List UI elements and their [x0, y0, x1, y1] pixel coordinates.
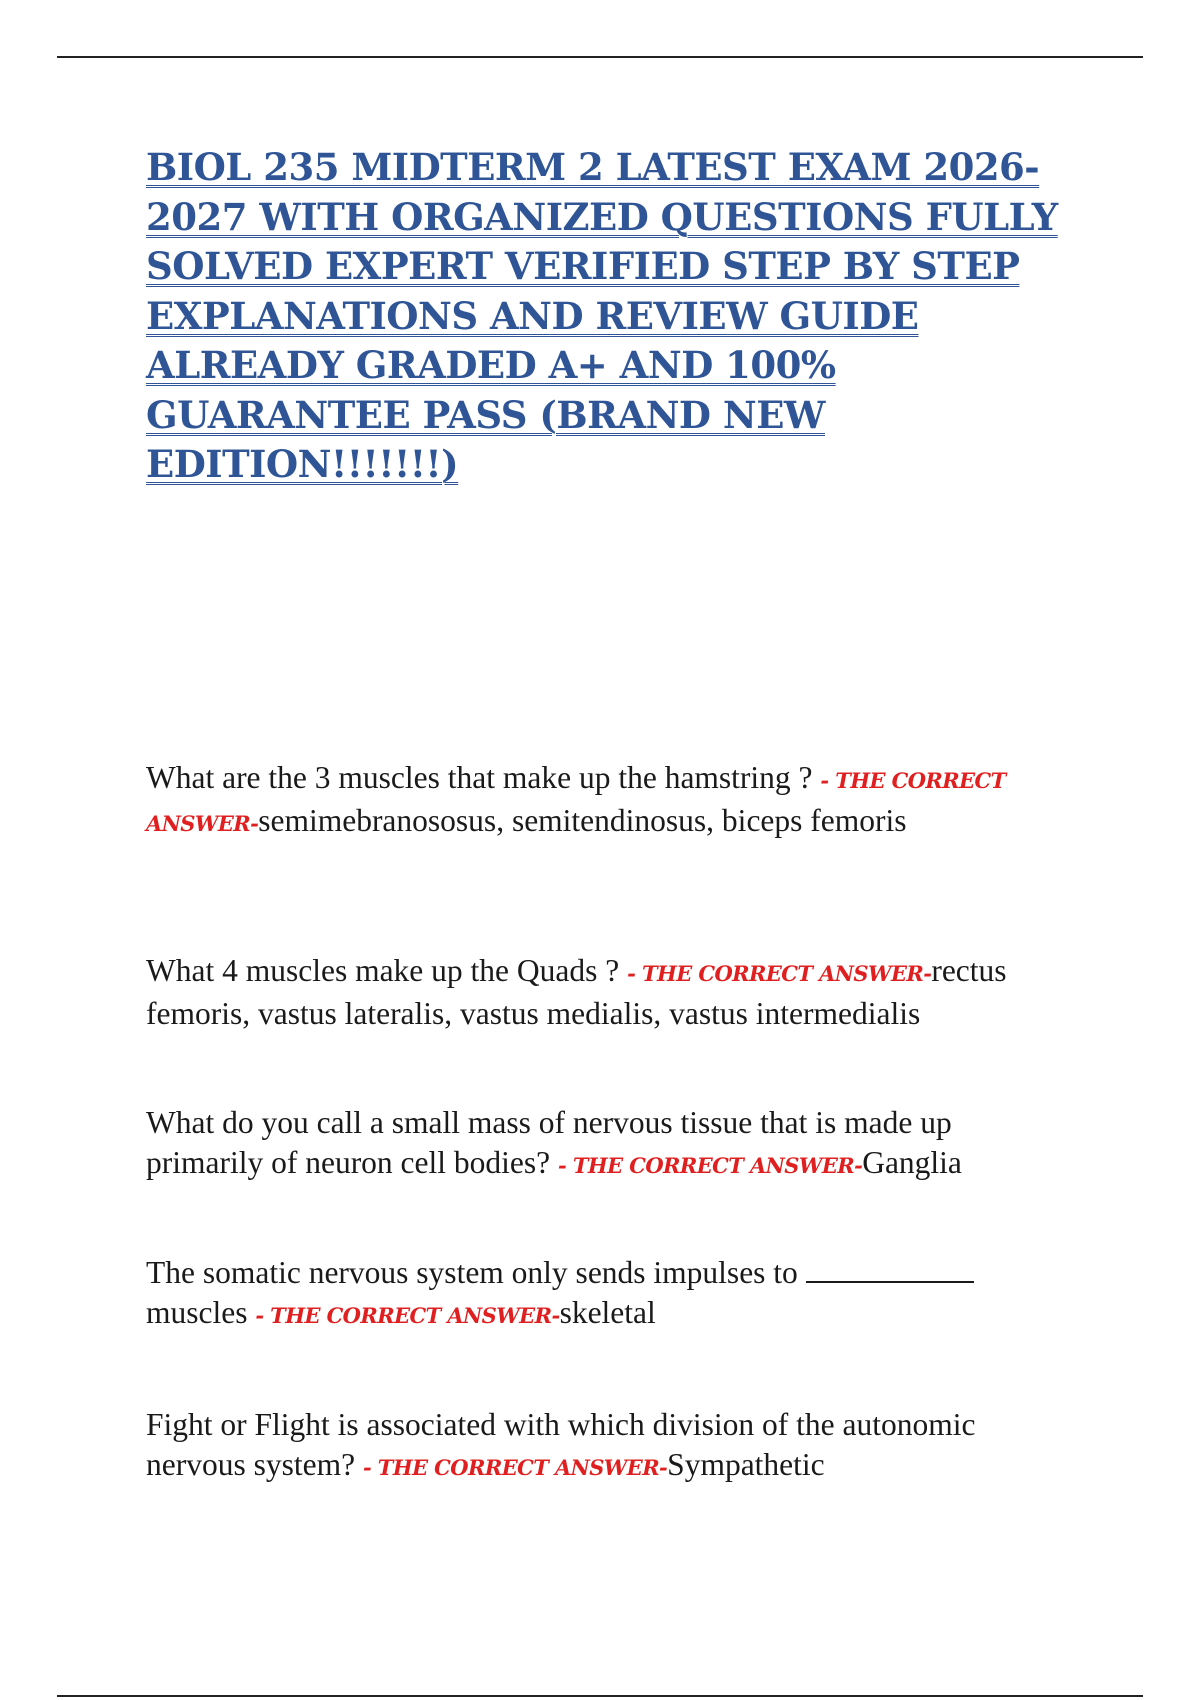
- question-text: What do you call a small mass of nervous tissue that is made up primarily of neuron cell bodies?: [146, 1105, 952, 1180]
- answer-text: rectus femoris, vastus lateralis, vastus medialis, vastus intermedialis: [146, 953, 1007, 1031]
- qa-item-4: [146, 1253, 1076, 1336]
- correct-answer-marker: - THE CORRECT ANSWER-: [627, 961, 932, 986]
- correct-answer-marker: - THE CORRECT ANSWER-: [558, 1153, 863, 1178]
- question-text: What 4 muscles make up the Quads ?: [146, 953, 628, 988]
- question-text: The somatic nervous system only sends impulses to: [146, 1255, 806, 1290]
- top-rule: [57, 56, 1143, 58]
- qa-item-2: [146, 951, 1076, 1034]
- fill-in-blank: [806, 1280, 974, 1283]
- bottom-rule: [57, 1695, 1143, 1697]
- answer-text: skeletal: [559, 1295, 656, 1330]
- correct-answer-marker: - THE CORRECT ANSWER-: [146, 768, 1006, 836]
- correct-answer-marker: - THE CORRECT ANSWER-: [255, 1303, 560, 1328]
- answer-text: Sympathetic: [667, 1447, 825, 1482]
- correct-answer-marker: - THE CORRECT ANSWER-: [362, 1455, 668, 1480]
- answer-text: Ganglia: [862, 1145, 962, 1180]
- document-title: BIOL 235 MIDTERM 2 LATEST EXAM 2026-2027 WITH ORGANIZED QUESTIONS FULLY SOLVED EXPERT VERIFIED STEP BY STEP EXPLANATIONS AND REVIEW GUIDE ALREADY GRADED A+ AND 100% GUARANTEE PASS (BRAND NEW EDITION!!!!!!!): [146, 145, 1058, 486]
- question-text-continued: muscles: [146, 1295, 256, 1330]
- question-text: What are the 3 muscles that make up the hamstring ?: [146, 760, 821, 795]
- qa-item-5: [146, 1405, 1076, 1488]
- qa-item-3: [146, 1103, 1076, 1186]
- answer-text: semimebranososus, semitendinosus, biceps femoris: [258, 803, 907, 838]
- question-text: Fight or Flight is associated with which division of the autonomic nervous system?: [146, 1407, 976, 1482]
- qa-item-1: [146, 758, 1076, 844]
